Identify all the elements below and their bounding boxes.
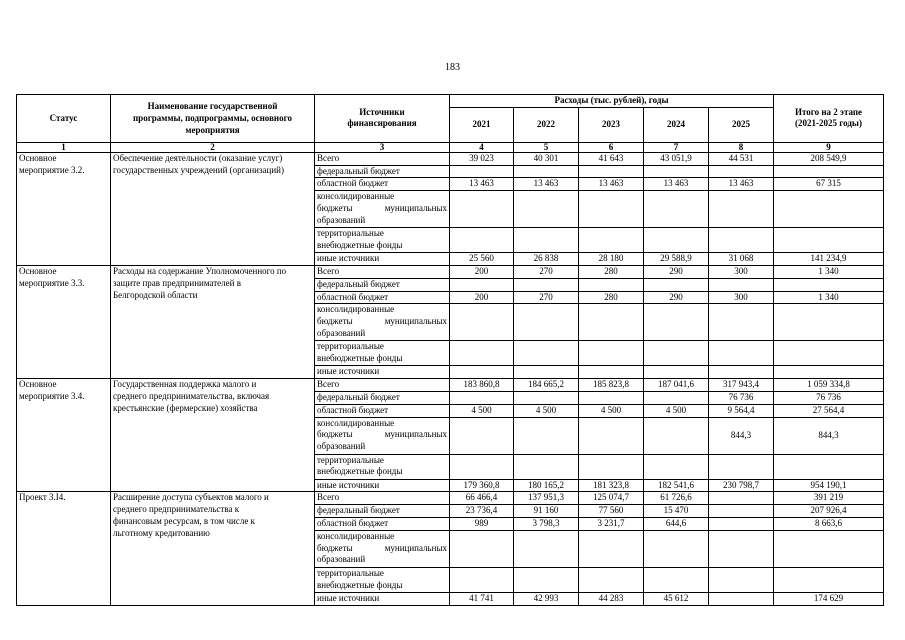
value-cell [774,567,884,592]
source-cell: федеральный бюджет [315,278,450,291]
value-cell: 41 643 [579,152,644,165]
value-cell [709,454,774,479]
name-line: Обеспечение деятельности (оказание услуг) [113,152,283,163]
value-cell: 3 231,7 [579,517,644,530]
source-line [317,429,447,441]
name-line: среднего предпринимательства к [113,504,240,515]
value-cell [644,341,709,366]
value-cell [514,165,579,178]
col-num: 4 [450,142,514,152]
value-cell: 76 736 [774,391,884,404]
source-cell: областной бюджет [315,404,450,417]
value-cell [514,567,579,592]
name-cell [111,379,315,492]
col-num: 1 [17,142,111,152]
source-word: бюджеты [317,429,353,440]
value-cell: 270 [514,265,579,278]
value-cell: 13 463 [644,178,709,191]
value-cell [774,228,884,253]
value-cell: 125 074,7 [579,492,644,505]
name-cell [111,265,315,378]
header-sources [315,95,450,143]
value-cell [644,165,709,178]
source-cell: Всего [315,265,450,278]
value-cell: 76 736 [709,391,774,404]
header-status: Статус [17,95,111,143]
source-cell: федеральный бюджет [315,165,450,178]
source-word: муниципальных [384,429,447,440]
value-cell: 290 [644,291,709,304]
value-cell: 66 466,4 [450,492,514,505]
value-cell: 300 [709,291,774,304]
value-cell: 4 500 [514,404,579,417]
value-cell: 270 [514,291,579,304]
value-cell [514,228,579,253]
header-total-line: Итого на 2 этапе [794,106,863,117]
value-cell: 15 470 [644,505,709,518]
value-cell: 29 588,9 [644,253,709,266]
value-cell: 280 [579,291,644,304]
value-cell [709,341,774,366]
source-cell: областной бюджет [315,291,450,304]
source-cell: Всего [315,152,450,165]
status-cell [17,492,111,605]
value-cell [709,517,774,530]
table-row [17,492,884,505]
source-cell [315,567,450,592]
source-line [317,203,447,215]
value-cell [709,228,774,253]
value-cell: 181 323,8 [579,479,644,492]
value-cell: 1 340 [774,291,884,304]
value-cell [774,341,884,366]
value-cell: 4 500 [579,404,644,417]
name-line: льготному кредитованию [113,527,210,538]
value-cell [450,341,514,366]
value-cell: 28 180 [579,253,644,266]
source-cell: иные источники [315,253,450,266]
value-cell [644,454,709,479]
value-cell: 200 [450,265,514,278]
value-cell: 39 023 [450,152,514,165]
name-line: крестьянские (фермерские) хозяйства [113,402,258,413]
value-cell [514,191,579,228]
source-cell [315,454,450,479]
value-cell: 77 560 [579,505,644,518]
name-line: государственных учреждений (организаций) [113,164,284,175]
table-row [17,152,884,165]
source-word: бюджеты [317,202,353,213]
value-cell: 391 219 [774,492,884,505]
source-word: бюджеты [317,542,353,553]
source-line: консолидированные [317,530,395,541]
value-cell: 182 541,6 [644,479,709,492]
header-year: 2024 [644,107,709,142]
value-cell: 44 531 [709,152,774,165]
name-line: Государственная поддержка малого и [113,379,257,390]
header-name-line: Наименование государственной [147,101,278,112]
source-line: внебюджетные фонды [317,353,403,364]
column-numbers-row [17,142,884,152]
value-cell [709,165,774,178]
value-cell: 67 315 [774,178,884,191]
source-cell [315,304,450,341]
source-line: внебюджетные фонды [317,579,403,590]
name-line: Расходы на содержание Уполномоченного по [113,265,287,276]
value-cell [579,191,644,228]
status-line: Основное [19,152,57,163]
source-word: муниципальных [384,316,447,327]
value-cell: 25 560 [450,253,514,266]
source-cell [315,191,450,228]
value-cell [774,304,884,341]
name-line: финансовым ресурсам, в том числе к [113,515,255,526]
source-line: территориальные [317,228,384,239]
source-cell: иные источники [315,366,450,379]
source-line: консолидированные [317,304,395,315]
value-cell: 8 663,6 [774,517,884,530]
name-cell [111,492,315,605]
source-line: территориальные [317,341,384,352]
header-year: 2025 [709,107,774,142]
value-cell [579,391,644,404]
value-cell [644,191,709,228]
value-cell [709,191,774,228]
value-cell [450,417,514,454]
name-cell [111,152,315,265]
value-cell: 3 798,3 [514,517,579,530]
header-total [774,95,884,143]
header-year: 2023 [579,107,644,142]
value-cell: 180 165,2 [514,479,579,492]
source-cell: Всего [315,379,450,392]
source-line: территориальные [317,454,384,465]
source-word: муниципальных [384,542,447,553]
value-cell: 23 736,4 [450,505,514,518]
status-line: мероприятие 3.3. [19,277,85,288]
value-cell [709,304,774,341]
value-cell: 989 [450,517,514,530]
value-cell [450,391,514,404]
value-cell [709,592,774,605]
value-cell: 41 741 [450,592,514,605]
header-row [17,95,884,108]
value-cell: 137 951,3 [514,492,579,505]
status-cell [17,265,111,378]
status-cell [17,379,111,492]
source-line: внебюджетные фонды [317,466,403,477]
value-cell: 42 993 [514,592,579,605]
value-cell: 644,6 [644,517,709,530]
value-cell [709,278,774,291]
value-cell: 31 068 [709,253,774,266]
value-cell: 200 [450,291,514,304]
source-line: консолидированные [317,417,395,428]
col-num: 2 [111,142,315,152]
value-cell: 207 926,4 [774,505,884,518]
source-cell: Всего [315,492,450,505]
status-line: мероприятие 3.2. [19,164,85,175]
value-cell: 844,3 [709,417,774,454]
value-cell: 300 [709,265,774,278]
value-cell [514,417,579,454]
value-cell [709,567,774,592]
value-cell [579,366,644,379]
value-cell [774,454,884,479]
value-cell: 9 564,4 [709,404,774,417]
header-sources-line: финансирования [347,118,417,129]
value-cell [450,165,514,178]
source-cell [315,417,450,454]
value-cell [709,366,774,379]
value-cell: 187 041,6 [644,379,709,392]
table-row [17,265,884,278]
header-name [111,95,315,143]
status-line: Проект 3.I4. [19,492,66,503]
source-cell: иные источники [315,592,450,605]
value-cell: 43 051,9 [644,152,709,165]
source-word: муниципальных [384,202,447,213]
value-cell [579,567,644,592]
value-cell [579,278,644,291]
value-cell: 185 823,8 [579,379,644,392]
value-cell [579,304,644,341]
source-cell [315,341,450,366]
value-cell [709,530,774,567]
value-cell [450,278,514,291]
value-cell: 13 463 [709,178,774,191]
value-cell: 40 301 [514,152,579,165]
value-cell [644,278,709,291]
source-cell: федеральный бюджет [315,391,450,404]
value-cell: 183 860,8 [450,379,514,392]
value-cell: 1 340 [774,265,884,278]
value-cell [514,304,579,341]
value-cell [579,454,644,479]
source-cell [315,228,450,253]
table-row [17,379,884,392]
value-cell [709,505,774,518]
source-line: образований [317,327,366,338]
value-cell: 45 612 [644,592,709,605]
status-line: Основное [19,265,57,276]
header-name-line: мероприятия [185,125,240,136]
header-expenses: Расходы (тыс. рублей), годы [450,95,774,108]
source-line [317,543,447,555]
source-line: консолидированные [317,191,395,202]
source-cell: областной бюджет [315,178,450,191]
status-line: мероприятие 3.4. [19,390,85,401]
value-cell [514,530,579,567]
source-line: внебюджетные фонды [317,239,403,250]
value-cell: 179 360,8 [450,479,514,492]
value-cell: 4 500 [644,404,709,417]
value-cell [644,567,709,592]
value-cell: 13 463 [579,178,644,191]
value-cell [450,191,514,228]
value-cell: 13 463 [514,178,579,191]
col-num: 8 [709,142,774,152]
header-year: 2022 [514,107,579,142]
value-cell: 1 059 334,8 [774,379,884,392]
value-cell: 13 463 [450,178,514,191]
col-num: 6 [579,142,644,152]
value-cell [450,454,514,479]
table-body [17,95,884,606]
source-cell [315,530,450,567]
value-cell [644,228,709,253]
source-line [317,316,447,328]
value-cell [450,304,514,341]
col-num: 5 [514,142,579,152]
value-cell [644,366,709,379]
col-num: 7 [644,142,709,152]
value-cell [774,366,884,379]
source-line: территориальные [317,567,384,578]
value-cell [644,391,709,404]
value-cell: 208 549,9 [774,152,884,165]
value-cell [514,366,579,379]
value-cell [450,366,514,379]
header-year: 2021 [450,107,514,142]
col-num: 3 [315,142,450,152]
source-line: образований [317,441,366,452]
value-cell: 4 500 [450,404,514,417]
value-cell [644,304,709,341]
value-cell: 44 283 [579,592,644,605]
value-cell [579,341,644,366]
name-line: защите прав предпринимателей в [113,277,241,288]
value-cell: 280 [579,265,644,278]
value-cell [579,417,644,454]
value-cell [774,530,884,567]
value-cell [644,417,709,454]
value-cell: 230 798,7 [709,479,774,492]
value-cell: 954 190,1 [774,479,884,492]
value-cell [450,228,514,253]
value-cell: 91 160 [514,505,579,518]
source-word: бюджеты [317,316,353,327]
value-cell: 317 943,4 [709,379,774,392]
source-line: образований [317,214,366,225]
source-line: образований [317,554,366,565]
value-cell [579,165,644,178]
value-cell: 141 234,9 [774,253,884,266]
source-cell: иные источники [315,479,450,492]
page-number: 183 [445,62,460,73]
value-cell: 844,3 [774,417,884,454]
status-line: Основное [19,379,57,390]
value-cell: 61 726,6 [644,492,709,505]
value-cell: 184 665,2 [514,379,579,392]
value-cell: 27 564,4 [774,404,884,417]
header-total-line: (2021-2025 годы) [795,118,862,129]
value-cell [514,278,579,291]
name-line: среднего предпринимательства, включая [113,390,270,401]
value-cell: 26 838 [514,253,579,266]
value-cell [514,454,579,479]
value-cell [450,530,514,567]
header-sources-line: Источники [359,106,405,117]
value-cell: 290 [644,265,709,278]
source-cell: областной бюджет [315,517,450,530]
name-line: Белгородской области [113,289,198,300]
value-cell [774,191,884,228]
value-cell [774,165,884,178]
source-cell: федеральный бюджет [315,505,450,518]
financing-table [16,94,884,606]
name-line: Расширение доступа субъектов малого и [113,492,269,503]
status-cell [17,152,111,265]
value-cell: 174 629 [774,592,884,605]
value-cell [514,391,579,404]
value-cell [774,278,884,291]
value-cell [514,341,579,366]
value-cell [644,530,709,567]
value-cell [450,567,514,592]
value-cell [709,492,774,505]
header-name-line: программы, подпрограммы, основного [133,113,292,124]
value-cell [579,530,644,567]
col-num: 9 [774,142,884,152]
value-cell [579,228,644,253]
